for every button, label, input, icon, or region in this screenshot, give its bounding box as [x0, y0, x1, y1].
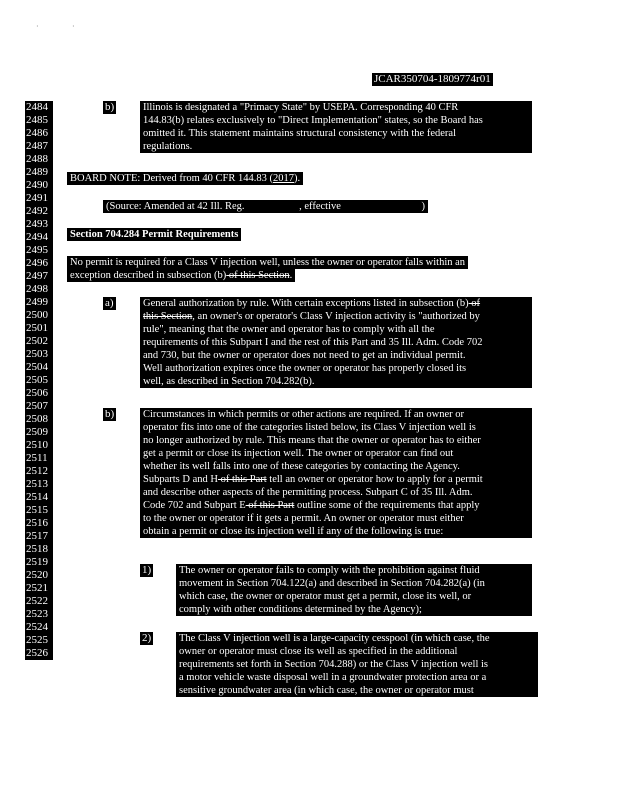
line-number: 2484 — [25, 101, 53, 114]
subsection-marker: b) — [105, 101, 115, 113]
line-number: 2518 — [25, 543, 53, 556]
line-number: 2515 — [25, 504, 53, 517]
text-line: The Class V injection well is a large-capacity cesspool (in which case, the — [179, 633, 490, 644]
line-number: 2500 — [25, 309, 53, 322]
line-number: 2487 — [25, 140, 53, 153]
line-number: 2510 — [25, 439, 53, 452]
line-number: 2512 — [25, 465, 53, 478]
text-line: to the owner or operator if it gets a permit. An owner or operator must either — [143, 513, 464, 524]
line-number: 2489 — [25, 166, 53, 179]
line-number: 2508 — [25, 413, 53, 426]
text-line: requirements set forth in Section 704.288) or the Class V injection well is — [179, 659, 489, 670]
source-note — [103, 200, 428, 213]
deleted-text: of this Part — [217, 474, 267, 485]
text-line: operator fits into one of the categories listed below, its Class V injection well is — [143, 422, 476, 433]
item-2-text — [176, 632, 538, 697]
text-line: comply with other conditions determined by the Agency); — [179, 604, 422, 615]
line-number: 2495 — [25, 244, 53, 257]
intro-text: . — [289, 270, 293, 281]
line-number: 2520 — [25, 569, 53, 582]
text-line: get a permit or close its injection well. The owner or operator can find out — [143, 448, 454, 459]
line-number: 2494 — [25, 231, 53, 244]
board-note — [67, 172, 303, 185]
line-number: 2491 — [25, 192, 53, 205]
blank-field — [247, 201, 299, 212]
line-number: 2503 — [25, 348, 53, 361]
text-line: The owner or operator fails to comply with the prohibition against fluid — [179, 565, 480, 576]
line-number: 2506 — [25, 387, 53, 400]
subsection-marker: a) — [105, 297, 114, 309]
text-line: Well authorization expires once the owner or operator has properly closed its — [143, 363, 467, 374]
text-line — [143, 473, 529, 486]
line-number: 2513 — [25, 478, 53, 491]
line-number: 2504 — [25, 361, 53, 374]
line-number: 2486 — [25, 127, 53, 140]
line-number: 2501 — [25, 322, 53, 335]
text-line: Circumstances in which permits or other actions are required. If an owner or — [143, 409, 465, 420]
board-note-suffix: ). — [294, 173, 301, 184]
text-line: which case, the owner or operator must get a permit, close its well, or — [179, 591, 472, 602]
document-id: JCAR350704-1809774r01 — [374, 73, 491, 85]
line-number: 2514 — [25, 491, 53, 504]
text-line: owner or operator must close its well as specified in the additional — [179, 646, 458, 657]
scan-mark: · — [72, 22, 75, 31]
line-number: 2511 — [25, 452, 53, 465]
line-number: 2523 — [25, 608, 53, 621]
board-note-prefix: BOARD NOTE: Derived from 40 CFR 144.83 ( — [70, 173, 273, 184]
intro-line: No permit is required for a Class V injection well, unless the owner or operator falls within an — [67, 256, 468, 269]
source-suffix: ) — [421, 201, 426, 212]
line-number: 2517 — [25, 530, 53, 543]
subsection-a-text — [140, 297, 532, 388]
text-line — [143, 310, 529, 323]
text-span: General authorization by rule. With certain exceptions listed in subsection (b) — [143, 298, 469, 309]
subsection-marker: b) — [105, 408, 115, 420]
text-line — [143, 499, 529, 512]
subsection-b-text — [140, 101, 532, 153]
source-prefix: (Source: Amended at 42 Ill. Reg. — [106, 201, 248, 212]
text-line: Illinois is designated a "Primacy State" by USEPA. Corresponding 40 CFR — [143, 102, 459, 113]
line-number: 2492 — [25, 205, 53, 218]
text-line: and describe other aspects of the permitting process. Subpart C of 35 Ill. Adm. — [143, 487, 473, 498]
text-line: well, as described in Section 704.282(b). — [143, 376, 315, 387]
section-heading: Section 704.284 Permit Requirements — [67, 228, 241, 241]
line-number: 2493 — [25, 218, 53, 231]
deleted-text: of — [468, 298, 481, 309]
line-number: 2524 — [25, 621, 53, 634]
line-number: 2497 — [25, 270, 53, 283]
line-number: 2507 — [25, 400, 53, 413]
line-number: 2505 — [25, 374, 53, 387]
text-line: rule", meaning that the owner and operator has to comply with all the — [143, 324, 435, 335]
text-line: requirements of this Subpart I and the rest of this Part and 35 Ill. Adm. Code 702 — [143, 337, 483, 348]
text-line — [143, 297, 529, 310]
line-number: 2522 — [25, 595, 53, 608]
line-number: 2519 — [25, 556, 53, 569]
line-number: 2498 — [25, 283, 53, 296]
intro-line — [67, 269, 295, 282]
text-span: tell an owner or operator how to apply for a permit — [266, 474, 483, 485]
line-number: 2485 — [25, 114, 53, 127]
text-line: regulations. — [143, 141, 193, 152]
board-note-year: 2017 — [273, 173, 294, 184]
text-line: whether its well falls into one of these categories by contacting the Agency. — [143, 461, 460, 472]
blank-field — [344, 201, 422, 212]
line-number: 2499 — [25, 296, 53, 309]
line-number: 2516 — [25, 517, 53, 530]
text-line: no longer authorized by rule. This means that the owner or operator has to either — [143, 435, 481, 446]
text-span: Code 702 and Subpart E — [143, 500, 246, 511]
item-1-text — [176, 564, 532, 616]
text-span: outline some of the requirements that apply — [294, 500, 480, 511]
scan-mark: · — [36, 22, 39, 31]
line-number: 2521 — [25, 582, 53, 595]
deleted-text: of this Part — [245, 500, 295, 511]
line-number: 2490 — [25, 179, 53, 192]
deleted-text: of this Section — [226, 270, 290, 281]
line-number: 2502 — [25, 335, 53, 348]
deleted-text: this Section — [143, 311, 193, 322]
text-line: a motor vehicle waste disposal well in a groundwater protection area or a — [179, 672, 487, 683]
line-number: 2526 — [25, 647, 53, 660]
line-number: 2525 — [25, 634, 53, 647]
text-span: , an owner's or operator's Class V injection activity is "authorized by — [192, 311, 480, 322]
source-middle: , effective — [299, 201, 344, 212]
text-line: obtain a permit or close its injection well if any of the following is true: — [143, 526, 444, 537]
text-span: Subparts D and H — [143, 474, 218, 485]
item-marker: 1) — [142, 564, 152, 576]
line-number: 2488 — [25, 153, 53, 166]
text-line: movement in Section 704.122(a) and described in Section 704.282(a) (in — [179, 578, 485, 589]
text-line: omitted it. This statement maintains structural consistency with the federal — [143, 128, 456, 139]
line-number-column — [25, 101, 53, 660]
text-line: and 730, but the owner or operator does not need to get an individual permit. — [143, 350, 466, 361]
text-line: 144.83(b) relates exclusively to "Direct Implementation" states, so the Board has — [143, 115, 483, 126]
text-line: sensitive groundwater area (in which case, the owner or operator must — [179, 685, 474, 696]
line-number: 2496 — [25, 257, 53, 270]
item-marker: 2) — [142, 632, 152, 644]
line-number: 2509 — [25, 426, 53, 439]
intro-text: exception described in subsection (b) — [70, 270, 227, 281]
subsection-b-text — [140, 408, 532, 538]
